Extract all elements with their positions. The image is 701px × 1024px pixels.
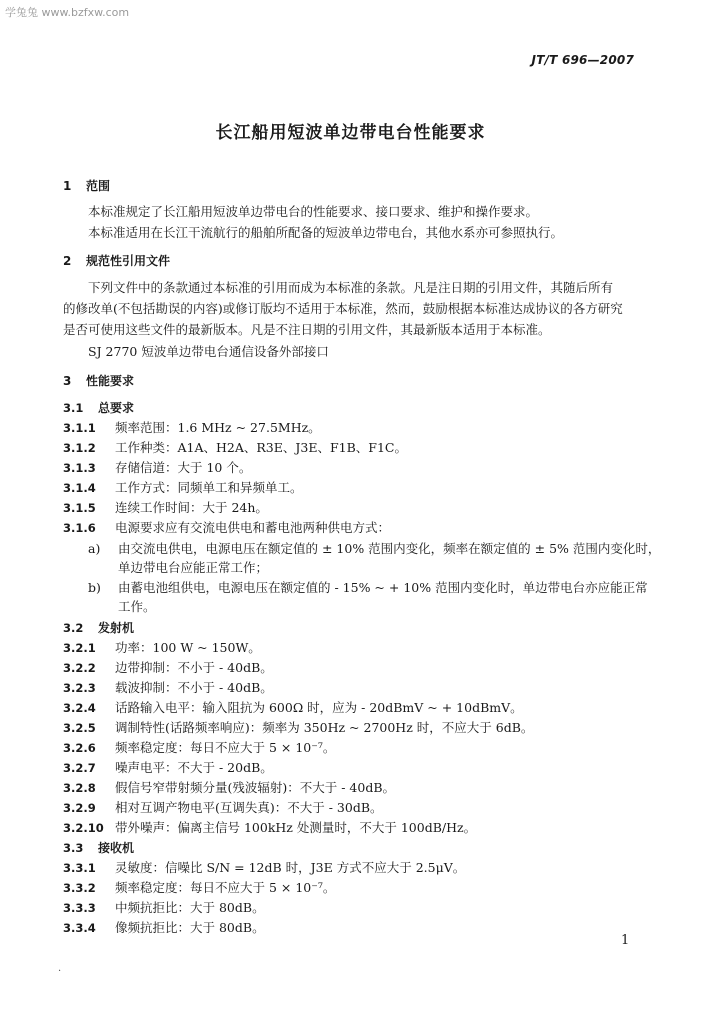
clause-number: 3.2.2 bbox=[63, 661, 96, 675]
clause-number: 3.3.2 bbox=[63, 881, 96, 895]
clause-text: 中频抗拒比：大于 80dB。 bbox=[115, 900, 265, 915]
clause-text: 相对互调产物电平(互调失真)：不大于 - 30dB。 bbox=[115, 800, 383, 815]
list-item-text: 工作。 bbox=[118, 599, 156, 614]
standard-code: JT/T 696—2007 bbox=[531, 53, 634, 67]
section-1-para-2: 本标准适用在长江干流航行的船舶所配备的短波单边带电台，其他水系亦可参照执行。 bbox=[88, 225, 564, 240]
clause-number: 3.2.4 bbox=[63, 701, 96, 715]
normative-reference: SJ 2770 短波单边带电台通信设备外部接口 bbox=[88, 344, 329, 359]
clause-number: 3.1.1 bbox=[63, 421, 96, 435]
clause-number: 3.1.5 bbox=[63, 501, 96, 515]
list-item-text: 单边带电台应能正常工作； bbox=[118, 560, 269, 575]
clause-text: 边带抑制：不小于 - 40dB。 bbox=[115, 660, 273, 675]
clause-text: 假信号窄带射频分量(残波辐射)：不大于 - 40dB。 bbox=[115, 780, 396, 795]
section-1-number: 1 bbox=[63, 179, 72, 193]
clause-text: 频率稳定度：每日不应大于 5 × 10⁻⁷。 bbox=[115, 740, 336, 755]
clause-number: 3.2.8 bbox=[63, 781, 96, 795]
clause-text: 灵敏度：信噪比 S/N = 12dB 时，J3E 方式不应大于 2.5μV。 bbox=[115, 860, 466, 875]
list-label: b) bbox=[88, 580, 101, 595]
clause-number: 3.2.1 bbox=[63, 641, 96, 655]
clause-text: 工作种类：A1A、H2A、R3E、J3E、F1B、F1C。 bbox=[115, 440, 407, 455]
section-2-para-line: 下列文件中的条款通过本标准的引用而成为本标准的条款。凡是注日期的引用文件，其随后所有 bbox=[88, 280, 614, 295]
clause-number: 3.3.1 bbox=[63, 861, 96, 875]
subsection-number: 3.2 bbox=[63, 621, 84, 635]
clause-number: 3.2.3 bbox=[63, 681, 96, 695]
clause-number: 3.1.2 bbox=[63, 441, 96, 455]
clause-number: 3.2.5 bbox=[63, 721, 96, 735]
watermark: 学兔兔 www.bzfxw.com bbox=[5, 6, 130, 19]
section-3-title: 性能要求 bbox=[86, 374, 135, 388]
clause-text: 频率稳定度：每日不应大于 5 × 10⁻⁷。 bbox=[115, 880, 336, 895]
section-1-title: 范围 bbox=[86, 179, 111, 193]
clause-text: 连续工作时间：大于 24h。 bbox=[115, 500, 268, 515]
clause-number: 3.3.4 bbox=[63, 921, 96, 935]
clause-number: 3.1.4 bbox=[63, 481, 96, 495]
subsection-title: 发射机 bbox=[98, 621, 135, 635]
section-1-para-1: 本标准规定了长江船用短波单边带电台的性能要求、接口要求、维护和操作要求。 bbox=[88, 204, 539, 219]
clause-text: 功率：100 W ~ 150W。 bbox=[115, 640, 261, 655]
list-label: a) bbox=[88, 541, 101, 556]
clause-text: 工作方式：同频单工和异频单工。 bbox=[115, 480, 303, 495]
clause-number: 3.2.10 bbox=[63, 821, 104, 835]
section-2-para-line: 的修改单(不包括勘误的内容)或修订版均不适用于本标准，然而，鼓励根据本标准达成协议的各方研究 bbox=[63, 301, 623, 316]
document-title: 长江船用短波单边带电台性能要求 bbox=[215, 123, 486, 143]
clause-number: 3.2.7 bbox=[63, 761, 96, 775]
section-2-number: 2 bbox=[63, 254, 72, 268]
clause-text: 像频抗拒比：大于 80dB。 bbox=[115, 920, 265, 935]
list-item-text: 由蓄电池组供电，电源电压在额定值的 - 15% ~ + 10% 范围内变化时，单边带电台亦应能正常 bbox=[118, 580, 648, 595]
subsection-number: 3.1 bbox=[63, 401, 84, 415]
section-2-title: 规范性引用文件 bbox=[86, 254, 171, 268]
clause-text: 噪声电平：不大于 - 20dB。 bbox=[115, 760, 273, 775]
subsection-title: 接收机 bbox=[98, 841, 135, 855]
clause-text: 带外噪声：偏离主信号 100kHz 处测量时，不大于 100dB/Hz。 bbox=[115, 820, 477, 835]
clause-number: 3.2.9 bbox=[63, 801, 96, 815]
section-3-number: 3 bbox=[63, 374, 72, 388]
page-number: 1 bbox=[621, 933, 630, 948]
clause-text: 话路输入电平：输入阻抗为 600Ω 时，应为 - 20dBmV ~ + 10dBmV。 bbox=[115, 700, 523, 715]
clause-text: 频率范围：1.6 MHz ~ 27.5MHz。 bbox=[115, 420, 321, 435]
list-item-text: 由交流电供电，电源电压在额定值的 ± 10% 范围内变化，频率在额定值的 ± 5% 范围内变化时， bbox=[118, 541, 661, 556]
clause-number: 3.3.3 bbox=[63, 901, 96, 915]
clause-number: 3.1.3 bbox=[63, 461, 96, 475]
subsection-title: 总要求 bbox=[98, 401, 135, 415]
clause-number: 3.2.6 bbox=[63, 741, 96, 755]
clause-text: 存储信道：大于 10 个。 bbox=[115, 460, 252, 475]
clause-text: 电源要求应有交流电供电和蓄电池两种供电方式： bbox=[115, 520, 391, 535]
subsection-number: 3.3 bbox=[63, 841, 84, 855]
clause-text: 载波抑制：不小于 - 40dB。 bbox=[115, 680, 273, 695]
clause-number: 3.1.6 bbox=[63, 521, 96, 535]
clause-text: 调制特性(话路频率响应)：频率为 350Hz ~ 2700Hz 时，不应大于 6dB。 bbox=[115, 720, 534, 735]
scan-speck: · bbox=[58, 966, 62, 977]
section-2-para-line: 是否可使用这些文件的最新版本。凡是不注日期的引用文件，其最新版本适用于本标准。 bbox=[63, 322, 551, 337]
